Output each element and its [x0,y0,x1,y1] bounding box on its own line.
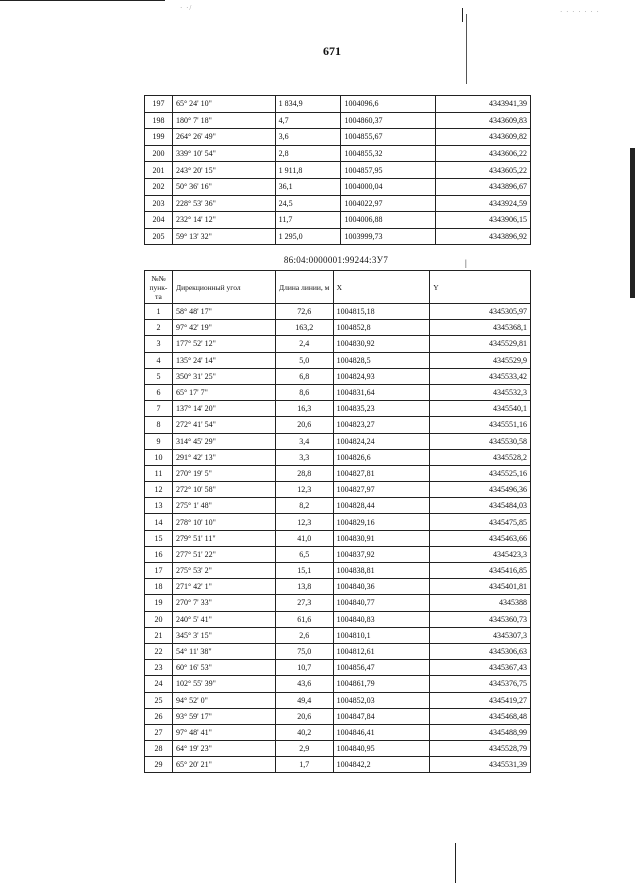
line-length-cell: 75,0 [275,643,333,659]
y-coordinate-cell: 4345531,39 [430,757,531,773]
y-coordinate-cell: 4345463,66 [430,530,531,546]
x-coordinate-cell: 1004096,6 [341,96,436,113]
x-coordinate-cell: 1004852,03 [333,692,430,708]
scan-edge-bar-right [630,148,635,298]
header-x: X [333,271,430,304]
point-number-cell: 2 [145,320,173,336]
line-length-cell: 5,0 [275,352,333,368]
header-direction-angle: Дирекционный угол [172,271,275,304]
x-coordinate-cell: 1004830,91 [333,530,430,546]
y-coordinate-cell: 4345307,3 [430,627,531,643]
line-length-cell: 72,6 [275,304,333,320]
direction-angle-cell: 345° 3' 15" [172,627,275,643]
y-coordinate-cell: 4345540,1 [430,401,531,417]
y-coordinate-cell: 4345423,3 [430,546,531,562]
direction-angle-cell: 50° 36' 16" [172,178,275,195]
point-number-cell: 1 [145,304,173,320]
y-coordinate-cell: 4345528,79 [430,741,531,757]
table-row [145,627,531,643]
cadastral-number-caption: 86:04:0000001:99244:3У7 [283,255,389,265]
table-row [145,741,531,757]
direction-angle-cell: 94° 52' 0" [172,692,275,708]
y-coordinate-cell: 4345530,58 [430,433,531,449]
table-row [145,162,531,179]
point-number-cell: 204 [145,212,173,229]
x-coordinate-cell: 1004840,77 [333,595,430,611]
direction-angle-cell: 272° 10' 58" [172,482,275,498]
point-number-cell: 199 [145,129,173,146]
y-coordinate-cell: 4343924,59 [436,195,531,212]
y-coordinate-cell: 4345419,27 [430,692,531,708]
line-length-cell: 10,7 [275,660,333,676]
table-row [145,595,531,611]
direction-angle-cell: 264° 26' 49" [172,129,275,146]
direction-angle-cell: 97° 48' 41" [172,724,275,740]
y-coordinate-cell: 4345529,9 [430,352,531,368]
point-number-cell: 4 [145,352,173,368]
table-row [145,482,531,498]
direction-angle-cell: 275° 53' 2" [172,563,275,579]
point-number-cell: 25 [145,692,173,708]
direction-angle-cell: 243° 20' 15" [172,162,275,179]
point-number-cell: 20 [145,611,173,627]
line-length-cell: 12,3 [275,482,333,498]
x-coordinate-cell: 1004840,36 [333,579,430,595]
x-coordinate-cell: 1004855,67 [341,129,436,146]
line-length-cell: 3,3 [275,449,333,465]
table-row [145,417,531,433]
table-row [145,384,531,400]
y-coordinate-cell: 4345533,42 [430,368,531,384]
caption-mark: | [465,258,467,268]
table-row [145,530,531,546]
line-length-cell: 163,2 [275,320,333,336]
y-coordinate-cell: 4343609,82 [436,129,531,146]
direction-angle-cell: 270° 7' 33" [172,595,275,611]
x-coordinate-cell: 1004824,93 [333,368,430,384]
point-number-cell: 198 [145,112,173,129]
line-length-cell: 28,8 [275,465,333,481]
line-length-cell: 15,1 [275,563,333,579]
table-row [145,129,531,146]
y-coordinate-cell: 4343941,39 [436,96,531,113]
table-row [145,563,531,579]
x-coordinate-cell: 1004815,18 [333,304,430,320]
x-coordinate-cell: 1004846,41 [333,724,430,740]
direction-angle-cell: 137° 14' 20" [172,401,275,417]
line-length-cell: 43,6 [275,676,333,692]
line-length-cell: 1 295,0 [275,228,341,245]
line-length-cell: 3,4 [275,433,333,449]
x-coordinate-cell: 1004006,88 [341,212,436,229]
point-number-cell: 19 [145,595,173,611]
table-row [145,449,531,465]
direction-angle-cell: 314° 45' 29" [172,433,275,449]
line-length-cell: 2,9 [275,741,333,757]
table-body [145,96,531,245]
y-coordinate-cell: 4345496,36 [430,482,531,498]
x-coordinate-cell: 1004000,04 [341,178,436,195]
point-number-cell: 5 [145,368,173,384]
direction-angle-cell: 278° 10' 10" [172,514,275,530]
scan-noise: · · · · · · · [560,8,600,16]
point-number-cell: 9 [145,433,173,449]
line-length-cell: 8,6 [275,384,333,400]
header-line-length: Длина линии, м [275,271,333,304]
point-number-cell: 203 [145,195,173,212]
table-row [145,96,531,113]
point-number-cell: 23 [145,660,173,676]
direction-angle-cell: 279° 51' 11" [172,530,275,546]
table-row [145,320,531,336]
line-length-cell: 1 834,9 [275,96,341,113]
x-coordinate-cell: 1004842,2 [333,757,430,773]
y-coordinate-cell: 4345529,81 [430,336,531,352]
table-row [145,692,531,708]
y-coordinate-cell: 4345551,16 [430,417,531,433]
x-coordinate-cell: 1004831,64 [333,384,430,400]
line-length-cell: 24,5 [275,195,341,212]
point-number-cell: 22 [145,643,173,659]
x-coordinate-cell: 1004856,47 [333,660,430,676]
line-length-cell: 6,5 [275,546,333,562]
line-length-cell: 49,4 [275,692,333,708]
x-coordinate-cell: 1004838,81 [333,563,430,579]
direction-angle-cell: 272° 41' 54" [172,417,275,433]
y-coordinate-cell: 4345360,73 [430,611,531,627]
x-coordinate-cell: 1003999,73 [341,228,436,245]
y-coordinate-cell: 4345305,97 [430,304,531,320]
x-coordinate-cell: 1004022,97 [341,195,436,212]
y-coordinate-cell: 4343896,92 [436,228,531,245]
point-number-cell: 27 [145,724,173,740]
y-coordinate-cell: 4343606,22 [436,145,531,162]
table-row [145,304,531,320]
line-length-cell: 20,6 [275,708,333,724]
point-number-cell: 14 [145,514,173,530]
direction-angle-cell: 135° 24' 14" [172,352,275,368]
x-coordinate-cell: 1004840,95 [333,741,430,757]
y-coordinate-cell: 4345376,75 [430,676,531,692]
table-row [145,708,531,724]
table-row [145,643,531,659]
direction-angle-cell: 58° 48' 17" [172,304,275,320]
point-number-cell: 201 [145,162,173,179]
scan-edge-line-top-right [462,8,463,22]
x-coordinate-cell: 1004837,92 [333,546,430,562]
y-coordinate-cell: 4345368,1 [430,320,531,336]
y-coordinate-cell: 4345484,03 [430,498,531,514]
direction-angle-cell: 93° 59' 17" [172,708,275,724]
scan-edge-line-bottom [455,843,456,883]
y-coordinate-cell: 4345528,2 [430,449,531,465]
point-number-cell: 12 [145,482,173,498]
direction-angle-cell: 291° 42' 13" [172,449,275,465]
direction-angle-cell: 240° 5' 41" [172,611,275,627]
y-coordinate-cell: 4345488,99 [430,724,531,740]
y-coordinate-cell: 4345532,3 [430,384,531,400]
x-coordinate-cell: 1004847,84 [333,708,430,724]
direction-angle-cell: 97° 42' 19" [172,320,275,336]
line-length-cell: 27,3 [275,595,333,611]
y-coordinate-cell: 4345306,63 [430,643,531,659]
table-row [145,724,531,740]
table-row [145,195,531,212]
point-number-cell: 197 [145,96,173,113]
x-coordinate-cell: 1004855,32 [341,145,436,162]
x-coordinate-cell: 1004857,95 [341,162,436,179]
line-length-cell: 61,6 [275,611,333,627]
line-length-cell: 2,6 [275,627,333,643]
scan-noise: · ·/ [180,4,193,12]
x-coordinate-cell: 1004823,27 [333,417,430,433]
table-row [145,433,531,449]
line-length-cell: 4,7 [275,112,341,129]
table-row [145,212,531,229]
direction-angle-cell: 65° 20' 21" [172,757,275,773]
y-coordinate-cell: 4345388 [430,595,531,611]
scan-edge-line-top [0,0,165,1]
x-coordinate-cell: 1004828,5 [333,352,430,368]
table-row [145,660,531,676]
x-coordinate-cell: 1004810,1 [333,627,430,643]
table-row [145,546,531,562]
point-number-cell: 13 [145,498,173,514]
line-length-cell: 41,0 [275,530,333,546]
table-row [145,112,531,129]
x-coordinate-cell: 1004829,16 [333,514,430,530]
x-coordinate-cell: 1004812,61 [333,643,430,659]
y-coordinate-cell: 4345416,85 [430,563,531,579]
direction-angle-cell: 350° 31' 25" [172,368,275,384]
point-number-cell: 17 [145,563,173,579]
point-number-cell: 11 [145,465,173,481]
line-length-cell: 2,4 [275,336,333,352]
direction-angle-cell: 277° 51' 22" [172,546,275,562]
x-coordinate-cell: 1004826,6 [333,449,430,465]
point-number-cell: 6 [145,384,173,400]
line-length-cell: 1 911,8 [275,162,341,179]
line-length-cell: 13,8 [275,579,333,595]
y-coordinate-cell: 4343605,22 [436,162,531,179]
point-number-cell: 29 [145,757,173,773]
y-coordinate-cell: 4345525,16 [430,465,531,481]
direction-angle-cell: 228° 53' 36" [172,195,275,212]
line-length-cell: 40,2 [275,724,333,740]
header-point-number: №№ пунк-та [145,271,173,304]
y-coordinate-cell: 4345475,85 [430,514,531,530]
line-length-cell: 11,7 [275,212,341,229]
x-coordinate-cell: 1004824,24 [333,433,430,449]
point-number-cell: 202 [145,178,173,195]
y-coordinate-cell: 4343896,67 [436,178,531,195]
table-row [145,401,531,417]
table-row [145,514,531,530]
x-coordinate-cell: 1004835,23 [333,401,430,417]
y-coordinate-cell: 4343609,83 [436,112,531,129]
x-coordinate-cell: 1004830,92 [333,336,430,352]
x-coordinate-cell: 1004827,97 [333,482,430,498]
direction-angle-cell: 64° 19' 23" [172,741,275,757]
direction-angle-cell: 339° 10' 54" [172,145,275,162]
direction-angle-cell: 59° 13' 32" [172,228,275,245]
line-length-cell: 6,8 [275,368,333,384]
point-number-cell: 200 [145,145,173,162]
point-number-cell: 205 [145,228,173,245]
table-row [145,145,531,162]
table-row [145,676,531,692]
y-coordinate-cell: 4345367,43 [430,660,531,676]
table-row [145,352,531,368]
direction-angle-cell: 54° 11' 38" [172,643,275,659]
page-number: 671 [323,44,341,58]
line-length-cell: 36,1 [275,178,341,195]
direction-angle-cell: 65° 24' 10" [172,96,275,113]
header-row [145,271,531,304]
point-number-cell: 18 [145,579,173,595]
point-number-cell: 10 [145,449,173,465]
table-row [145,498,531,514]
line-length-cell: 3,6 [275,129,341,146]
y-coordinate-cell: 4343906,15 [436,212,531,229]
point-number-cell: 26 [145,708,173,724]
y-coordinate-cell: 4345401,81 [430,579,531,595]
line-length-cell: 20,6 [275,417,333,433]
direction-angle-cell: 232° 14' 12" [172,212,275,229]
line-length-cell: 2,8 [275,145,341,162]
table-row [145,579,531,595]
header-y: Y [430,271,531,304]
line-length-cell: 8,2 [275,498,333,514]
point-number-cell: 8 [145,417,173,433]
table-row [145,465,531,481]
x-coordinate-cell: 1004852,8 [333,320,430,336]
direction-angle-cell: 271° 42' 1" [172,579,275,595]
direction-angle-cell: 270° 19' 5" [172,465,275,481]
table-row [145,228,531,245]
point-number-cell: 24 [145,676,173,692]
x-coordinate-cell: 1004840,83 [333,611,430,627]
y-coordinate-cell: 4345468,48 [430,708,531,724]
point-number-cell: 28 [145,741,173,757]
table-body [145,304,531,773]
scan-edge-line-right [466,14,467,84]
line-length-cell: 1,7 [275,757,333,773]
point-number-cell: 15 [145,530,173,546]
x-coordinate-cell: 1004860,37 [341,112,436,129]
direction-angle-cell: 65° 17' 7" [172,384,275,400]
point-number-cell: 21 [145,627,173,643]
direction-angle-cell: 177° 52' 12" [172,336,275,352]
table-row [145,336,531,352]
table-row [145,178,531,195]
coordinates-table [144,270,531,773]
x-coordinate-cell: 1004861,79 [333,676,430,692]
line-length-cell: 12,3 [275,514,333,530]
point-number-cell: 3 [145,336,173,352]
table-header [145,271,531,304]
table-row [145,368,531,384]
direction-angle-cell: 102° 55' 39" [172,676,275,692]
direction-angle-cell: 180° 7' 18" [172,112,275,129]
point-number-cell: 7 [145,401,173,417]
coordinates-table-continued [144,95,531,245]
x-coordinate-cell: 1004828,44 [333,498,430,514]
line-length-cell: 16,3 [275,401,333,417]
x-coordinate-cell: 1004827,81 [333,465,430,481]
table-row [145,611,531,627]
direction-angle-cell: 275° 1' 48" [172,498,275,514]
table-row [145,757,531,773]
direction-angle-cell: 60° 16' 53" [172,660,275,676]
point-number-cell: 16 [145,546,173,562]
